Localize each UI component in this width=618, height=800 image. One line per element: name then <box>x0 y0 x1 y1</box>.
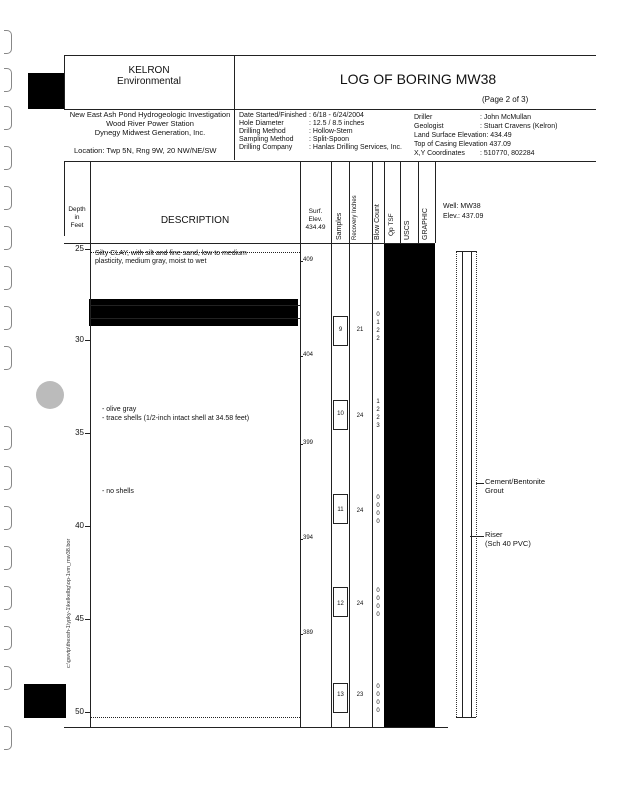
drilling-company-value: : Hanlas Drilling Services, Inc. <box>309 144 402 151</box>
drilling-method-value: : Hollow-Stem <box>309 128 353 135</box>
project-client: Dynegy Midwest Generation, Inc. <box>94 128 206 137</box>
blow-count: 2 <box>376 415 380 421</box>
recovery-value: 23 <box>356 692 364 698</box>
recovery-value: 21 <box>356 327 364 333</box>
land-surface-elevation: Land Surface Elevation: 434.49 <box>414 132 512 139</box>
date-value: : 6/18 - 6/24/2004 <box>309 112 364 119</box>
riser-label-line: (Sch 40 PVC) <box>485 539 531 548</box>
elev-header-line: 434.49 <box>305 224 326 231</box>
drilling-company-label: Drilling Company <box>239 144 293 151</box>
company-name: KELRON <box>128 65 170 76</box>
blow-count-header: Blow Count <box>374 204 381 240</box>
company-division: Environmental <box>117 76 181 87</box>
well-top-line <box>456 251 476 252</box>
depth-label: 45 <box>75 614 84 623</box>
sampling-method-value: : Split-Spoon <box>309 136 350 143</box>
depth-label: 30 <box>75 335 84 344</box>
sample-number: 12 <box>337 601 344 607</box>
elev-header-line: Elev. <box>308 216 323 223</box>
blow-count: 0 <box>376 588 380 594</box>
header-row-line <box>64 243 435 244</box>
blow-count: 0 <box>376 519 380 525</box>
blow-count: 0 <box>376 312 380 318</box>
sample-number: 11 <box>337 507 344 513</box>
binder-hole <box>4 506 12 530</box>
geologist-label: Geologist <box>414 123 444 130</box>
sample-number: 13 <box>337 692 344 698</box>
bottom-dotted-line <box>90 717 300 718</box>
grout-label-line: Cement/Bentonite <box>485 477 546 486</box>
personnel-info <box>414 114 596 159</box>
depth-label: 35 <box>75 428 84 437</box>
project-site: Wood River Power Station <box>106 119 194 128</box>
header-divider <box>234 55 235 160</box>
graphic-header: GRAPHIC <box>422 208 429 240</box>
uscs-header: USCS <box>404 220 411 240</box>
binder-hole <box>4 546 12 570</box>
binder-hole <box>4 466 12 490</box>
binder-hole <box>4 186 12 210</box>
well-bottom-line <box>456 717 476 718</box>
binder-hole <box>4 346 12 370</box>
binder-hole <box>4 586 12 610</box>
blow-count: 0 <box>376 692 380 698</box>
soil-description <box>95 250 247 266</box>
binder-hole <box>4 666 12 690</box>
well-elevation: Elev.: 437.09 <box>443 213 484 220</box>
description-header: DESCRIPTION <box>160 215 230 226</box>
depth-tick <box>85 249 90 250</box>
blow-count: 2 <box>376 328 380 334</box>
punch-hole-circle <box>36 381 64 409</box>
depth-label: 25 <box>75 244 84 253</box>
col-line <box>418 161 419 243</box>
soil-notes <box>102 405 249 423</box>
blow-count: 0 <box>376 596 380 602</box>
company-block <box>64 65 234 87</box>
depth-header-line: in <box>74 214 80 221</box>
binder-hole <box>4 68 12 92</box>
sample-number: 9 <box>338 327 343 333</box>
xy-value: : 510770, 802284 <box>480 150 535 157</box>
depth-header-line: Feet <box>70 222 84 229</box>
blow-count: 0 <box>376 495 380 501</box>
binder-hole <box>4 726 12 750</box>
blow-count: 1 <box>376 320 380 326</box>
sample-number: 10 <box>337 411 344 417</box>
depth-tick <box>85 619 90 620</box>
col-line <box>435 161 436 243</box>
binder-hole <box>4 106 12 130</box>
redaction-block <box>28 73 64 109</box>
blow-count: 0 <box>376 511 380 517</box>
col-line <box>384 161 385 243</box>
grout-annulus-right <box>470 251 477 717</box>
top-casing-elevation: Top of Casing Elevation 437.09 <box>414 141 511 148</box>
header-top-line <box>64 55 596 56</box>
blow-count: 2 <box>376 336 380 342</box>
description-line: - no shells <box>102 488 134 495</box>
well-header <box>443 202 483 222</box>
binder-hole <box>4 226 12 250</box>
recovery-value: 24 <box>356 601 364 607</box>
redaction-block <box>89 299 298 326</box>
description-line: - olive gray <box>102 406 137 413</box>
sampling-method-label: Sampling Method <box>239 136 294 143</box>
layer-line <box>90 305 300 306</box>
boring-log-title: LOG OF BORING MW38 <box>339 71 497 87</box>
driller-value: : John McMullan <box>480 114 531 121</box>
description-line: plasticity, medium gray, moist to wet <box>95 258 207 265</box>
blow-count: 1 <box>376 399 380 405</box>
hole-diameter-value: : 12.5 / 8.5 inches <box>309 120 365 127</box>
blow-count: 3 <box>376 423 380 429</box>
samples-header: Samples <box>336 212 343 240</box>
recovery-value: 24 <box>356 413 364 419</box>
depth-label: 40 <box>75 521 84 530</box>
project-location: Location: Twp 5N, Rng 9W, 20 NW/NE/SW <box>74 146 217 155</box>
elevation-label: 409 <box>303 257 314 263</box>
col-line <box>372 161 373 728</box>
binder-hole <box>4 626 12 650</box>
binder-hole <box>4 266 12 290</box>
description-line: - trace shells (1/2-inch intact shell at 34.58 feet) <box>102 415 250 422</box>
date-label: Date Started/Finished <box>239 112 307 119</box>
recovery-header: Recovery Inches <box>352 195 358 240</box>
recovery-value: 24 <box>356 508 364 514</box>
elevation-label: 404 <box>303 352 314 358</box>
binder-hole <box>4 30 12 54</box>
grout-leader <box>476 483 484 484</box>
file-path-text: c:\gwvtp\thexsh-1\ypky-1\kelkelbg\op-1vm_mw38.bor <box>66 538 72 668</box>
description-line: Silty CLAY, with silt and fine sand, low to medium <box>95 250 247 257</box>
xy-label: X,Y Coordinates <box>414 150 465 157</box>
header-bottom-line <box>64 161 596 162</box>
grout-label <box>485 477 545 495</box>
riser-label <box>485 530 531 548</box>
hole-diameter-label: Hole Diameter <box>239 120 284 127</box>
col-line <box>90 161 91 728</box>
col-line <box>349 161 350 728</box>
blow-count: 2 <box>376 407 380 413</box>
grout-label-line: Grout <box>485 486 504 495</box>
depth-tick <box>85 433 90 434</box>
geologist-value: : Stuart Cravens (Kelron) <box>480 123 558 130</box>
depth-tick <box>85 712 90 713</box>
bottom-line <box>64 727 448 728</box>
binder-hole <box>4 146 12 170</box>
col-line <box>400 161 401 243</box>
blow-count: 0 <box>376 604 380 610</box>
drilling-values <box>309 112 402 152</box>
depth-tick <box>85 340 90 341</box>
surface-elevation-header <box>300 208 331 232</box>
redaction-block <box>384 243 435 727</box>
elev-header-line: Surf. <box>308 208 323 215</box>
binder-hole <box>4 426 12 450</box>
drilling-method-label: Drilling Method <box>239 128 286 135</box>
elevation-label: 389 <box>303 630 314 636</box>
layer-line <box>90 318 300 319</box>
qp-tsf-header: Qp TSF <box>388 213 395 236</box>
redaction-block <box>24 684 66 718</box>
riser-leader <box>470 536 484 537</box>
well-id: Well: MW38 <box>443 203 481 210</box>
elevation-label: 394 <box>303 535 314 541</box>
blow-count: 0 <box>376 684 380 690</box>
depth-header-line: Depth <box>68 206 86 213</box>
elevation-label: 399 <box>303 440 314 446</box>
depth-tick <box>85 526 90 527</box>
blow-count: 0 <box>376 612 380 618</box>
depth-label: 50 <box>75 707 84 716</box>
blow-count: 0 <box>376 708 380 714</box>
col-line <box>331 161 332 728</box>
page-indicator: (Page 2 of 3) <box>482 95 529 104</box>
driller-label: Driller <box>414 114 433 121</box>
project-name: New East Ash Pond Hydrogeologic Investigation <box>69 110 231 119</box>
riser-label-line: Riser <box>485 530 503 539</box>
binder-hole <box>4 306 12 330</box>
drilling-labels <box>239 112 307 152</box>
blow-count: 0 <box>376 503 380 509</box>
project-info <box>64 110 236 137</box>
depth-header <box>64 206 90 230</box>
blow-count: 0 <box>376 700 380 706</box>
